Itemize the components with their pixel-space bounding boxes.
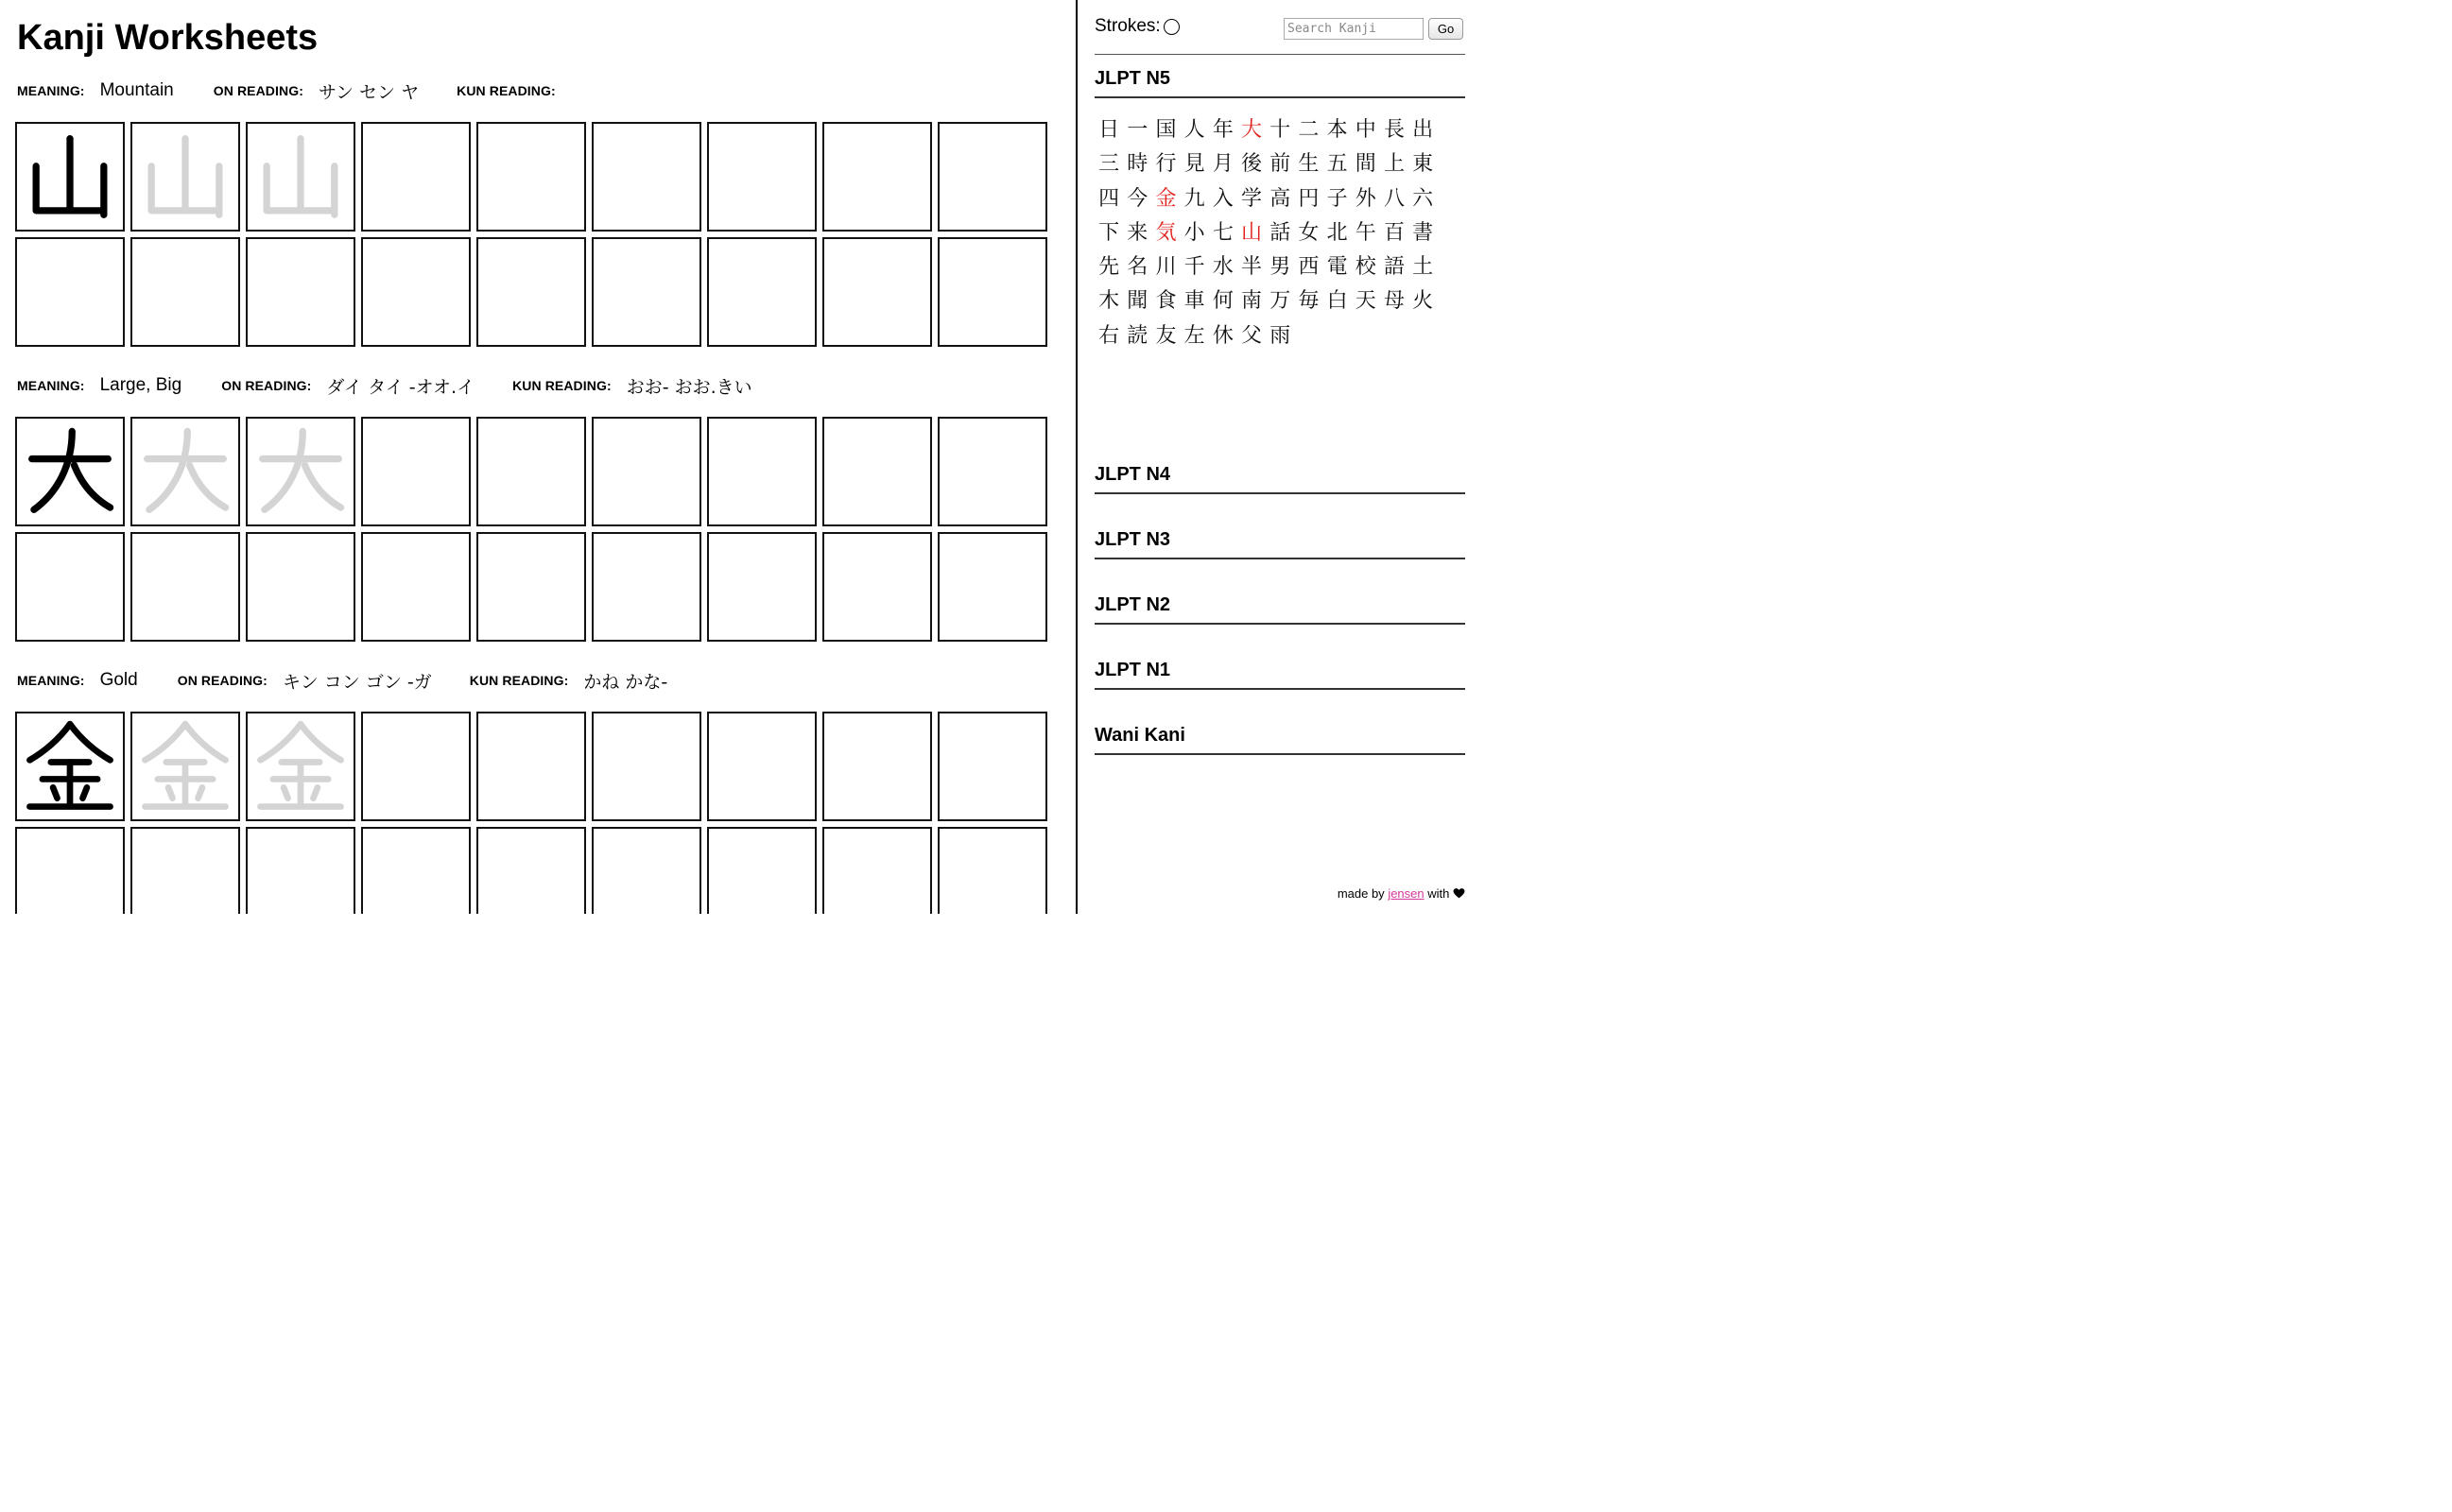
practice-cell[interactable]: [938, 122, 1047, 232]
model-cell: [15, 122, 125, 232]
kanji-link[interactable]: 日: [1098, 118, 1120, 142]
level-jlpt-n5[interactable]: [1095, 66, 1465, 98]
kanji-link[interactable]: 今: [1127, 186, 1148, 211]
kanji-link[interactable]: 本: [1326, 118, 1348, 142]
practice-cell[interactable]: [246, 237, 355, 347]
kanji-link[interactable]: 上: [1383, 152, 1405, 177]
kanji-link[interactable]: 天: [1355, 289, 1376, 314]
trace-cell[interactable]: [130, 712, 240, 821]
kanji-link[interactable]: 月: [1212, 152, 1234, 177]
level-jlpt-n4[interactable]: [1095, 462, 1465, 494]
model-cell: [15, 712, 125, 821]
footer-suffix: with: [1427, 886, 1450, 901]
kanji-link[interactable]: 時: [1127, 152, 1148, 177]
info-row: [17, 666, 705, 695]
kanji-link[interactable]: 金: [1155, 186, 1177, 211]
practice-cell[interactable]: [130, 827, 240, 914]
on-reading-label: ON READING:: [213, 83, 303, 98]
kanji-mountain-trace: [248, 124, 354, 230]
info-row: [17, 77, 609, 105]
level-title[interactable]: JLPT N1: [1095, 658, 1465, 690]
kanji-large-trace: [132, 419, 238, 524]
kanji-link[interactable]: 話: [1269, 220, 1291, 245]
kanji-link[interactable]: 水: [1212, 255, 1234, 280]
practice-cell[interactable]: [822, 122, 932, 232]
kanji-link[interactable]: 行: [1155, 152, 1177, 177]
kanji-link[interactable]: 後: [1241, 152, 1263, 177]
practice-grid: [15, 712, 1047, 914]
level-jlpt-n2[interactable]: [1095, 593, 1465, 625]
kanji-link[interactable]: 午: [1355, 220, 1376, 245]
search-input[interactable]: [1284, 18, 1424, 40]
kun-reading-label: KUN READING:: [469, 673, 569, 688]
kanji-link[interactable]: 七: [1212, 220, 1234, 245]
meaning-value: Large, Big: [99, 375, 182, 395]
level-jlpt-n3[interactable]: [1095, 527, 1465, 559]
kanji-link[interactable]: 十: [1269, 118, 1291, 142]
practice-cell[interactable]: [361, 532, 471, 642]
practice-cell[interactable]: [361, 237, 471, 347]
kanji-link[interactable]: 車: [1183, 289, 1205, 314]
kanji-link[interactable]: 右: [1098, 323, 1120, 348]
kanji-gold-trace: [248, 713, 354, 819]
kanji-link[interactable]: 先: [1098, 255, 1120, 280]
practice-cell[interactable]: [822, 417, 932, 526]
kanji-link[interactable]: 三: [1098, 152, 1120, 177]
level-title[interactable]: JLPT N2: [1095, 593, 1465, 625]
kanji-link[interactable]: 聞: [1127, 289, 1148, 314]
kanji-link[interactable]: 山: [1241, 220, 1263, 245]
kanji-mountain-glyph: [17, 124, 123, 230]
kanji-link[interactable]: 毎: [1298, 289, 1320, 314]
kanji-mountain-trace: [132, 124, 238, 230]
strokes-filter: [1095, 13, 1180, 40]
kanji-large-glyph: [17, 419, 123, 524]
kanji-link[interactable]: 母: [1383, 289, 1405, 314]
practice-grid: [15, 122, 1047, 347]
footer-prefix: made by: [1337, 886, 1385, 901]
level-jlpt-n1[interactable]: [1095, 658, 1465, 690]
kanji-link[interactable]: 木: [1098, 289, 1120, 314]
practice-cell[interactable]: [246, 827, 355, 914]
practice-cell[interactable]: [361, 712, 471, 821]
practice-cell[interactable]: [822, 827, 932, 914]
kanji-link[interactable]: 年: [1212, 118, 1234, 142]
kanji-link[interactable]: 間: [1355, 152, 1376, 177]
level-wani-kani[interactable]: [1095, 723, 1465, 755]
practice-cell[interactable]: [707, 712, 817, 821]
kanji-link[interactable]: 百: [1383, 220, 1405, 245]
practice-cell[interactable]: [592, 827, 701, 914]
practice-cell[interactable]: [938, 532, 1047, 642]
practice-cell[interactable]: [15, 237, 125, 347]
level-title[interactable]: Wani Kani: [1095, 723, 1465, 755]
meaning-label: MEANING:: [17, 83, 85, 98]
practice-cell[interactable]: [476, 712, 586, 821]
kanji-link[interactable]: 外: [1355, 186, 1376, 211]
on-reading-label: ON READING:: [221, 378, 312, 393]
kanji-link[interactable]: 二: [1298, 118, 1320, 142]
kanji-gold-trace: [132, 713, 238, 819]
kanji-link[interactable]: 人: [1183, 118, 1205, 142]
kanji-link[interactable]: 生: [1298, 152, 1320, 177]
meaning-value: Mountain: [99, 80, 174, 100]
kanji-link[interactable]: 白: [1326, 289, 1348, 314]
kanji-link[interactable]: 大: [1241, 118, 1263, 142]
kanji-link[interactable]: 万: [1269, 289, 1291, 314]
practice-cell[interactable]: [592, 122, 701, 232]
kanji-link[interactable]: 男: [1269, 255, 1291, 280]
kanji-link[interactable]: 一: [1127, 118, 1148, 142]
practice-cell[interactable]: [938, 712, 1047, 821]
kanji-link[interactable]: 南: [1241, 289, 1263, 314]
trace-cell[interactable]: [130, 122, 240, 232]
practice-cell[interactable]: [707, 122, 817, 232]
strokes-label: Strokes:: [1095, 16, 1161, 36]
kanji-link[interactable]: 見: [1183, 152, 1205, 177]
author-link[interactable]: jensen: [1388, 886, 1425, 901]
practice-cell[interactable]: [361, 417, 471, 526]
kanji-link[interactable]: 電: [1326, 255, 1348, 280]
kanji-link[interactable]: 前: [1269, 152, 1291, 177]
practice-grid: [15, 417, 1047, 642]
kanji-link[interactable]: 八: [1383, 186, 1405, 211]
worksheet-area: [0, 0, 1076, 914]
info-row: [17, 371, 790, 400]
kanji-link[interactable]: 千: [1183, 255, 1205, 280]
trace-cell[interactable]: [130, 417, 240, 526]
sidebar-divider-line: [1095, 54, 1465, 55]
practice-cell[interactable]: [592, 532, 701, 642]
kanji-link[interactable]: 下: [1098, 220, 1120, 245]
kanji-link[interactable]: 子: [1326, 186, 1348, 211]
kanji-link[interactable]: 円: [1298, 186, 1320, 211]
strokes-radio[interactable]: [1164, 19, 1180, 35]
kanji-link[interactable]: 東: [1412, 152, 1434, 177]
practice-cell[interactable]: [938, 827, 1047, 914]
kanji-link[interactable]: 中: [1355, 118, 1376, 142]
kanji-link[interactable]: 女: [1298, 220, 1320, 245]
kanji-link[interactable]: 九: [1183, 186, 1205, 211]
level-title[interactable]: JLPT N4: [1095, 462, 1465, 494]
kanji-link[interactable]: 国: [1155, 118, 1177, 142]
practice-cell[interactable]: [592, 712, 701, 821]
kanji-link[interactable]: 長: [1383, 118, 1405, 142]
practice-cell[interactable]: [130, 237, 240, 347]
practice-cell[interactable]: [822, 237, 932, 347]
kun-reading-value: かね かな-: [583, 671, 668, 693]
kanji-link[interactable]: 何: [1212, 289, 1234, 314]
practice-cell[interactable]: [130, 532, 240, 642]
kanji-link[interactable]: 読: [1127, 323, 1148, 348]
kanji-link[interactable]: 火: [1412, 289, 1434, 314]
heart-icon: [1453, 887, 1465, 902]
kanji-link[interactable]: 来: [1127, 220, 1148, 245]
meaning-label: MEANING:: [17, 673, 85, 688]
practice-cell[interactable]: [476, 237, 586, 347]
practice-cell[interactable]: [476, 827, 586, 914]
practice-cell[interactable]: [707, 827, 817, 914]
kanji-link[interactable]: 語: [1383, 255, 1405, 280]
kanji-link[interactable]: 小: [1183, 220, 1205, 245]
practice-cell[interactable]: [361, 827, 471, 914]
practice-cell[interactable]: [476, 122, 586, 232]
kanji-link[interactable]: 左: [1183, 323, 1205, 348]
kanji-large-trace: [248, 419, 354, 524]
kanji-link[interactable]: 雨: [1269, 323, 1291, 348]
practice-cell[interactable]: [361, 122, 471, 232]
trace-cell[interactable]: [246, 122, 355, 232]
meaning-value: Gold: [99, 670, 138, 690]
kanji-link[interactable]: 学: [1241, 186, 1263, 211]
trace-cell[interactable]: [246, 712, 355, 821]
practice-cell[interactable]: [822, 532, 932, 642]
kanji-link[interactable]: 校: [1355, 255, 1376, 280]
kanji-gold-glyph: [17, 713, 123, 819]
kanji-link[interactable]: 高: [1269, 186, 1291, 211]
kanji-link[interactable]: 北: [1326, 220, 1348, 245]
model-cell: [15, 417, 125, 526]
kanji-link[interactable]: 食: [1155, 289, 1177, 314]
kanji-link[interactable]: 四: [1098, 186, 1120, 211]
practice-cell[interactable]: [246, 532, 355, 642]
kanji-link[interactable]: 出: [1412, 118, 1434, 142]
meaning-label: MEANING:: [17, 378, 85, 393]
practice-cell[interactable]: [938, 417, 1047, 526]
trace-cell[interactable]: [246, 417, 355, 526]
n5-kanji-grid: [1095, 113, 1458, 353]
kun-reading-label: KUN READING:: [512, 378, 612, 393]
kanji-link[interactable]: 休: [1212, 323, 1234, 348]
kanji-link[interactable]: 入: [1212, 186, 1234, 211]
go-button[interactable]: Go: [1428, 18, 1463, 40]
kanji-link[interactable]: 西: [1298, 255, 1320, 280]
level-title[interactable]: JLPT N5: [1095, 66, 1465, 98]
practice-cell[interactable]: [592, 237, 701, 347]
kanji-link[interactable]: 書: [1412, 220, 1434, 245]
kanji-link[interactable]: 土: [1412, 255, 1434, 280]
practice-cell[interactable]: [592, 417, 701, 526]
footer: [1338, 886, 1465, 902]
practice-cell[interactable]: [476, 532, 586, 642]
kun-reading-label: KUN READING:: [457, 83, 556, 98]
practice-cell[interactable]: [707, 532, 817, 642]
kanji-link[interactable]: 川: [1155, 255, 1177, 280]
practice-cell[interactable]: [707, 417, 817, 526]
kanji-link[interactable]: 友: [1155, 323, 1177, 348]
kanji-link[interactable]: 六: [1412, 186, 1434, 211]
kanji-link[interactable]: 五: [1326, 152, 1348, 177]
on-reading-value: サン セン ヤ: [318, 81, 420, 103]
practice-cell[interactable]: [15, 827, 125, 914]
practice-cell[interactable]: [476, 417, 586, 526]
kanji-link[interactable]: 父: [1241, 323, 1263, 348]
kanji-link[interactable]: 気: [1155, 220, 1177, 245]
level-title[interactable]: JLPT N3: [1095, 527, 1465, 559]
kanji-link[interactable]: 名: [1127, 255, 1148, 280]
practice-cell[interactable]: [15, 532, 125, 642]
on-reading-label: ON READING:: [177, 673, 268, 688]
page-title: Kanji Worksheets: [17, 18, 319, 58]
practice-cell[interactable]: [822, 712, 932, 821]
kun-reading-value: おお- おお.きい: [626, 376, 752, 398]
on-reading-value: ダイ タイ -オオ.イ: [326, 376, 475, 398]
practice-cell[interactable]: [938, 237, 1047, 347]
sidebar: [1078, 0, 1478, 914]
on-reading-value: キン コン ゴン -ガ: [282, 671, 432, 693]
kanji-link[interactable]: 半: [1241, 255, 1263, 280]
practice-cell[interactable]: [707, 237, 817, 347]
